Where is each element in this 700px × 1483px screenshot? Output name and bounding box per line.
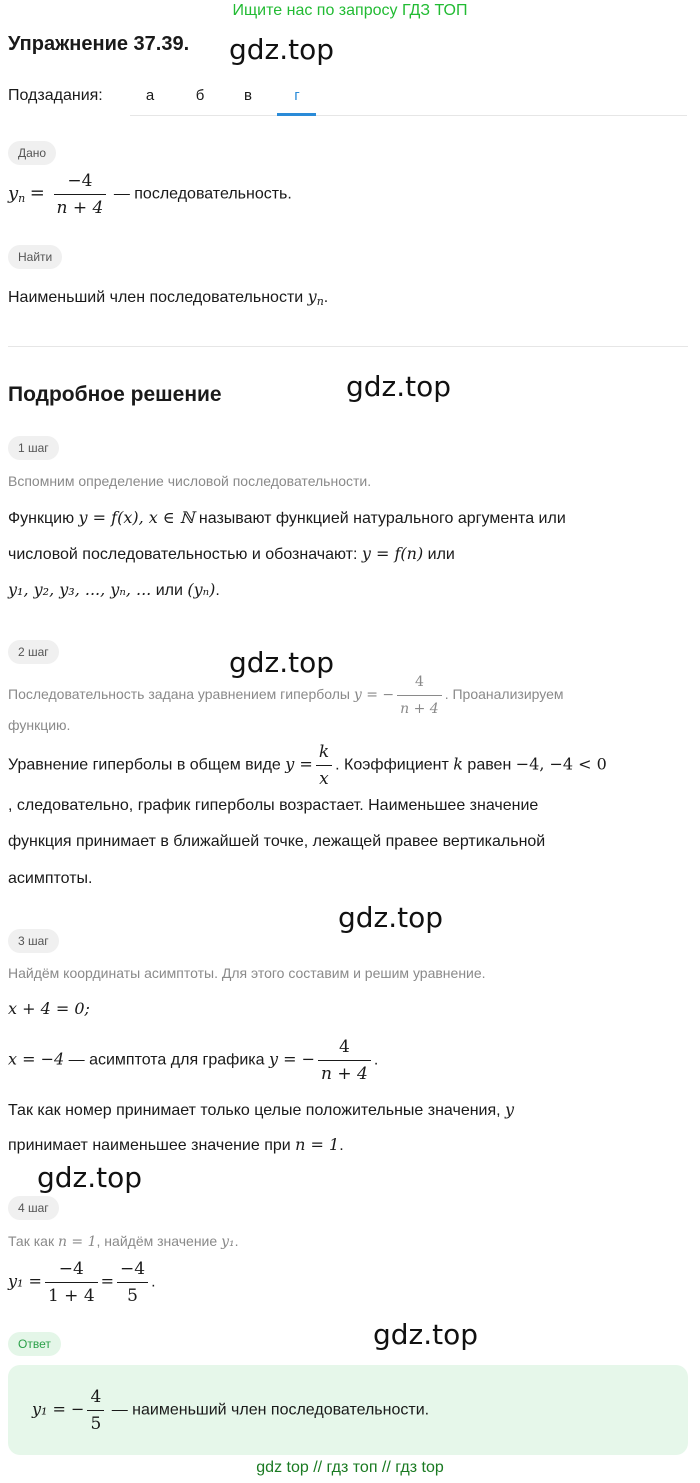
watermark: gdz.top bbox=[37, 1161, 143, 1194]
step2-line1: Уравнение гиперболы в общем виде y = $\frac{k}{x}$ . Коэффициент k равен −4, −4 < 0 bbox=[8, 742, 607, 789]
step3-badge: 3 шаг bbox=[8, 929, 59, 953]
watermark: gdz.top bbox=[229, 33, 335, 66]
step2-line3: функция принимает в ближайшей точке, лежащей правее вертикальной bbox=[8, 833, 546, 850]
step4-hint: Так как n = 1, найдём значение y₁. bbox=[8, 1233, 239, 1250]
step3-eq1: x + 4 = 0; bbox=[8, 999, 90, 1018]
section-divider bbox=[8, 346, 688, 347]
solution-title: Подробное решение bbox=[8, 383, 222, 406]
step2-line2: , следовательно, график гиперболы возрастает. Наименьшее значение bbox=[8, 797, 539, 814]
step3-line2: принимает наименьшее значение при n = 1. bbox=[8, 1135, 344, 1154]
find-badge: Найти bbox=[8, 245, 62, 269]
tab-b[interactable]: б bbox=[195, 87, 205, 104]
tabs-divider bbox=[130, 115, 687, 116]
promo-banner[interactable]: Ищите нас по запросу ГДЗ ТОП bbox=[232, 2, 468, 19]
footer-links[interactable]: gdz top // гдз топ // гдз top bbox=[256, 1459, 444, 1476]
watermark: gdz.top bbox=[346, 370, 452, 403]
answer-badge: Ответ bbox=[8, 1332, 61, 1356]
find-text: Наименьший член последовательности $y_n$. bbox=[8, 287, 329, 308]
tab-v[interactable]: в bbox=[244, 87, 252, 104]
step1-line3: y₁, y₂, y₃, ..., yₙ, ... или (yₙ). bbox=[8, 580, 220, 599]
step4-badge: 4 шаг bbox=[8, 1196, 59, 1220]
given-formula: $y_n$ = $\frac{-4}{n + 4}$ — последовательность. bbox=[8, 171, 292, 218]
step1-hint: Вспомним определение числовой последовательности. bbox=[8, 473, 372, 489]
step4-eq: y₁ = $\frac{-4}{1 + 4}$ = $\frac{-4}{5}$ . bbox=[8, 1259, 156, 1306]
active-tab-indicator bbox=[277, 113, 316, 116]
given-badge: Дано bbox=[8, 141, 56, 165]
step2-badge: 2 шаг bbox=[8, 640, 59, 664]
step2-hint: Последовательность задана уравнением гиперболы y = − $\frac{4}{n + 4}$ . Проанализируем bbox=[8, 671, 564, 720]
exercise-title: Упражнение 37.39. bbox=[8, 33, 190, 55]
step1-badge: 1 шаг bbox=[8, 436, 59, 460]
step2-line4: асимптоты. bbox=[8, 870, 93, 887]
step3-hint: Найдём координаты асимптоты. Для этого составим и решим уравнение. bbox=[8, 965, 486, 981]
step1-line2: числовой последовательностью и обозначают: y = f(n) или bbox=[8, 544, 455, 563]
step2-hint-cont: функцию. bbox=[8, 717, 71, 733]
watermark: gdz.top bbox=[373, 1318, 479, 1351]
watermark: gdz.top bbox=[229, 646, 335, 679]
step1-line1: Функцию y = f(x), x ∈ ℕ называют функцией натурального аргумента или bbox=[8, 508, 566, 527]
tab-a[interactable]: а bbox=[145, 87, 155, 104]
watermark: gdz.top bbox=[338, 901, 444, 934]
subtasks-label: Подзадания: bbox=[8, 87, 103, 104]
tab-g[interactable]: г bbox=[294, 87, 300, 104]
step3-line1: Так как номер принимает только целые положительные значения, y bbox=[8, 1100, 515, 1119]
step3-eq2: x = −4 — асимптота для графика y = − $\frac{4}{n + 4}$ . bbox=[8, 1037, 379, 1084]
answer-text: y₁ = − $\frac{4}{5}$ — наименьший член последовательности. bbox=[32, 1387, 430, 1434]
